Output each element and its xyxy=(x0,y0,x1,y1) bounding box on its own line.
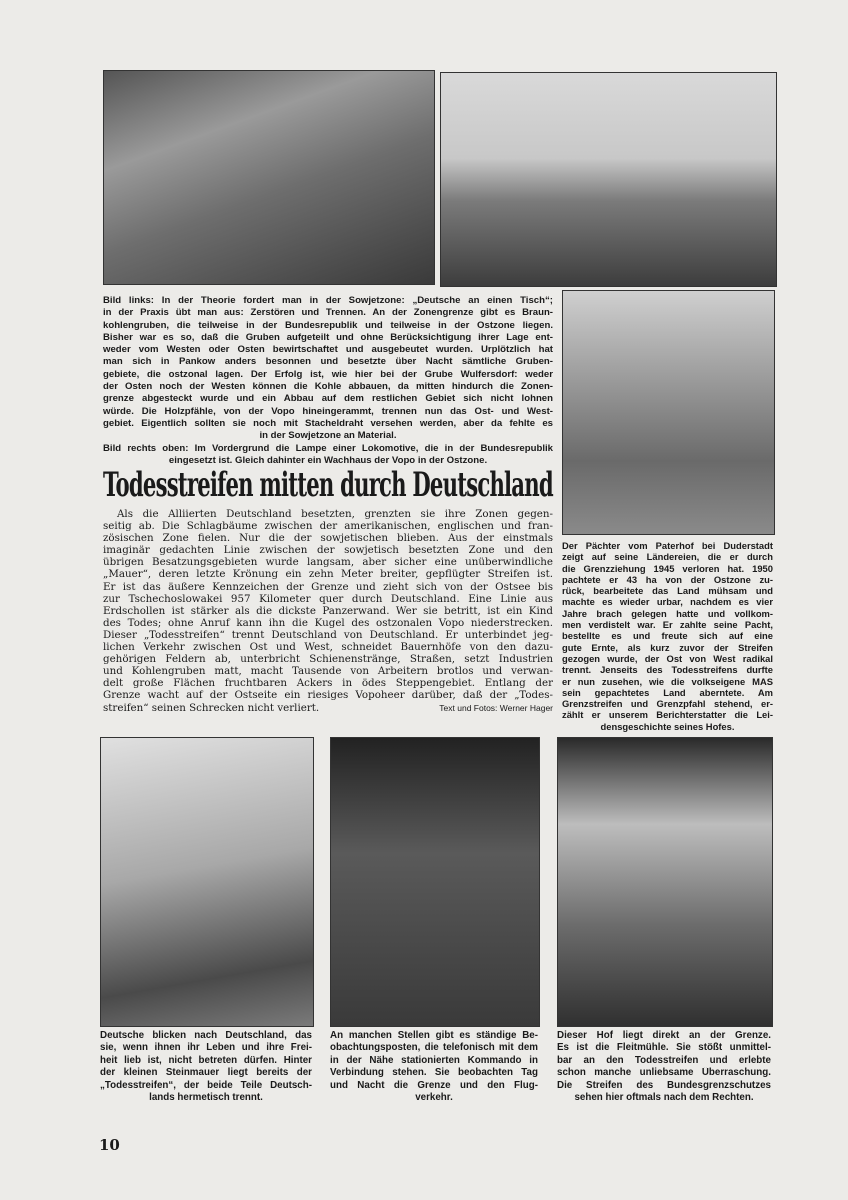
photo-men-at-wall xyxy=(100,737,314,1027)
photo-fleitmuehle-farm xyxy=(557,737,773,1027)
article-body xyxy=(103,508,553,714)
text-line: kohlengruben, die teilweise in der Bundesrepublik und teilweise in der Ostzone liegen. xyxy=(103,319,553,331)
text-line: gebiete, die ostzonal lagen. Der Erfolg ist, wie hier bei der Grube Wulfersdorf: weder xyxy=(103,368,553,380)
text-line: Verbindung stehen. Sie beobachten Tag xyxy=(330,1067,538,1079)
text-line: gehörigen Feldern ab, unterbricht Schienenstränge, Straßen, setzt Industrien xyxy=(103,653,553,666)
text-line: delt große Flächen fruchtbaren Ackers in ödes Steppengebiet. Entlang der xyxy=(103,677,553,690)
text-line: Jahre brach gelegen hatte und vollkom- xyxy=(562,607,773,619)
headline-text: Todesstreifen mitten durch Deutschland xyxy=(103,466,553,505)
text-line: gezogen wurde, der Ost von West radikal xyxy=(562,652,773,664)
text-line: Es ist die Fleitmühle. Sie stößt unmittel- xyxy=(557,1042,771,1054)
text-line: seitig ab. Die Schlagbäume zwischen der amerikanischen, englischen und fran- xyxy=(103,520,553,533)
caption-bottom-left xyxy=(100,1030,312,1104)
text-line: zur Tschechoslowakei 957 Kilometer quer durch Deutschland. Eine Linie aus xyxy=(103,592,553,605)
text-line: bestellte es und freute sich auf eine xyxy=(562,630,773,642)
text-line: densgeschichte seines Hofes. xyxy=(600,720,735,732)
text-line: „Mauer“, deren letzte Krönung ein zehn Meter breiter, gepflügter Streifen ist. xyxy=(103,568,553,581)
text-line: Als die Alliierten Deutschland besetzten, grenzten sie ihre Zonen gegen- xyxy=(117,508,553,520)
text-line: sein gepachtetes Land aberntete. Am xyxy=(562,686,773,698)
text-line: trennt. Jenseits des Todesstreifens durfte xyxy=(562,664,773,676)
text-line: bar an den Todesstreifen und erlebte xyxy=(557,1054,771,1066)
text-line: streifen“ seinen Schrecken nicht verliert. Text und Fotos: Werner Hager xyxy=(103,701,553,714)
text-line: des Todes; ohne Anruf kann ihn die Kugel des ostzonalen Vopo niederstrecken. xyxy=(103,616,553,629)
text-line: imaginär gedachten Linie zwischen der sowjetisch besetzten Zone und den xyxy=(103,544,553,557)
text-line: gebiet. Eigentlich sollten sie noch mit Stacheldraht versehen werden, aber da fehlte es xyxy=(103,417,553,429)
caption-bottom-middle xyxy=(330,1030,538,1104)
text-line: machte es wieder urbar, nachdem es vier xyxy=(562,596,773,608)
text-line: und Nacht die Grenze und den Flug- xyxy=(330,1079,538,1091)
text-line: grenze abgesteckt wurde und ein Abbau auf dem restlichen Gebiet sich nicht lohnen xyxy=(103,393,553,405)
text-line: und Kohlengruben matt, macht Tausende von Arbeitern brotlos und verwan- xyxy=(103,665,553,678)
text-line: in der Sowjetzone an Material. xyxy=(259,430,397,442)
text-line: sehen hier oftmals nach dem Rechten. xyxy=(574,1092,754,1104)
photo-vopo-guardhouse xyxy=(440,72,777,287)
text-line: Er ist das äußere Kennzeichen der Grenze und zieht sich von der Ostsee bis xyxy=(103,580,553,593)
text-line: Deutsche blicken nach Deutschland, das xyxy=(100,1030,312,1041)
text-line: würde. Die Holzpfähle, von der Vopo hineingerammt, trennen nun das Ost- und West- xyxy=(103,405,553,417)
text-line: An manchen Stellen gibt es ständige Be- xyxy=(330,1030,538,1041)
photo-border-railway-guards xyxy=(103,70,435,285)
text-line: zählt er unserem Berichterstatter die Lei- xyxy=(562,709,773,721)
text-line: „Todesstreifen“, der beide Teile Deutsch- xyxy=(100,1079,312,1091)
text-line: Der Pächter vom Paterhof bei Duderstadt xyxy=(562,540,773,551)
text-line: schon manche unliebsame Überraschung. xyxy=(557,1067,771,1079)
text-line: zeigt auf seine Ländereien, die er durch xyxy=(562,551,773,563)
text-line: man sich in Pankow anders besonnen und besetzte über Nacht sämtliche Gruben- xyxy=(103,356,553,368)
text-line: Bild rechts oben: Im Vordergrund die Lampe einer Lokomotive, die in der Bundesrepublik xyxy=(103,442,553,454)
headline xyxy=(103,466,553,505)
text-line: eingesetzt ist. Gleich dahinter ein Wachhaus der Vopo in der Ostzone. xyxy=(168,454,488,466)
text-line: weder vom Westen oder Osten bewirtschaftet und ausgebeutet wurden. Urplötzlich hat xyxy=(103,344,553,356)
text-line: Grenzstreifen und Grenzpfahl stehend, er- xyxy=(562,698,773,710)
photo-observation-post-telephone xyxy=(330,737,540,1027)
text-line: Dieser „Todesstreifen“ trennt Deutschland von Deutschland. Er unterbindet jeg- xyxy=(103,628,553,641)
text-line: heit lieb ist, nicht betreten dürfen. Hinter xyxy=(100,1054,312,1066)
text-line: men verdistelt war. Er zahlte seine Pacht, xyxy=(562,619,773,631)
text-line: obachtungsposten, die telefonisch mit dem xyxy=(330,1042,538,1054)
caption-top xyxy=(103,295,553,467)
caption-bottom-right xyxy=(557,1030,771,1104)
photo-tenant-farmer-pointing xyxy=(562,290,775,535)
text-line: lands hermetisch trennt. xyxy=(149,1092,263,1104)
text-line: übrigen Besatzungsgebieten wurde langsam, aber sicher eine unüberwindliche xyxy=(103,556,553,569)
text-line: Grenze wacht auf der Ostseite ein riesiges Vopoheer darüber, daß der „Todes- xyxy=(103,689,553,702)
text-line: rück, bearbeitete das Land mühsam und xyxy=(562,585,773,597)
text-line: in der Nähe stationierten Kommando in xyxy=(330,1054,538,1066)
text-line: lichen Verkehr zwischen Ost und West, schneidet Bauernhöfe von den dazu- xyxy=(103,641,553,654)
photo-credit: Text und Fotos: Werner Hager xyxy=(439,702,553,713)
text-line: sie, wenn ihnen ihr Leben und ihre Frei- xyxy=(100,1042,312,1054)
text-line: verkehr. xyxy=(415,1092,453,1104)
text-line: Bild links: In der Theorie fordert man in der Sowjetzone: „Deutsche an einen Tisch“; xyxy=(103,295,553,306)
text-line: Bisher war es so, daß die Gruben aufgeteilt und ohne Berücksichtigung ihrer Lage ent- xyxy=(103,331,553,343)
text-line: pachtete er 43 ha von der Ostzone zu- xyxy=(562,573,773,585)
text-line: Die Streifen des Bundesgrenzschutzes xyxy=(557,1079,771,1091)
caption-right xyxy=(562,540,773,732)
text-line: die Grenzziehung 1945 verloren hat. 1950 xyxy=(562,562,773,574)
text-line: zösischen Zone fielen. Nur die der sowjetischen blieben. Aus der einstmals xyxy=(103,532,553,545)
text-line: Dieser Hof liegt direkt an der Grenze. xyxy=(557,1030,771,1041)
text-line: Erdschollen ist stärker als die dickste Panzerwand. Wer sie betritt, ist ein Kind xyxy=(103,604,553,617)
page-number: 10 xyxy=(99,1136,120,1154)
text-line: der kleinen Steinmauer liegt bereits der xyxy=(100,1067,312,1079)
text-line: in der Praxis übt man aus: Zerstören und Trennen. An der Zonengrenze gibt es Braun- xyxy=(103,307,553,319)
text-line: gute Ernte, als kurz zuvor der Streifen xyxy=(562,641,773,653)
text-line: der Osten noch der Westen können die Kohle abbauen, da mitten hindurch die Zonen- xyxy=(103,381,553,393)
text-line: er nun zusehen, wie die volkseigene MAS xyxy=(562,675,773,687)
